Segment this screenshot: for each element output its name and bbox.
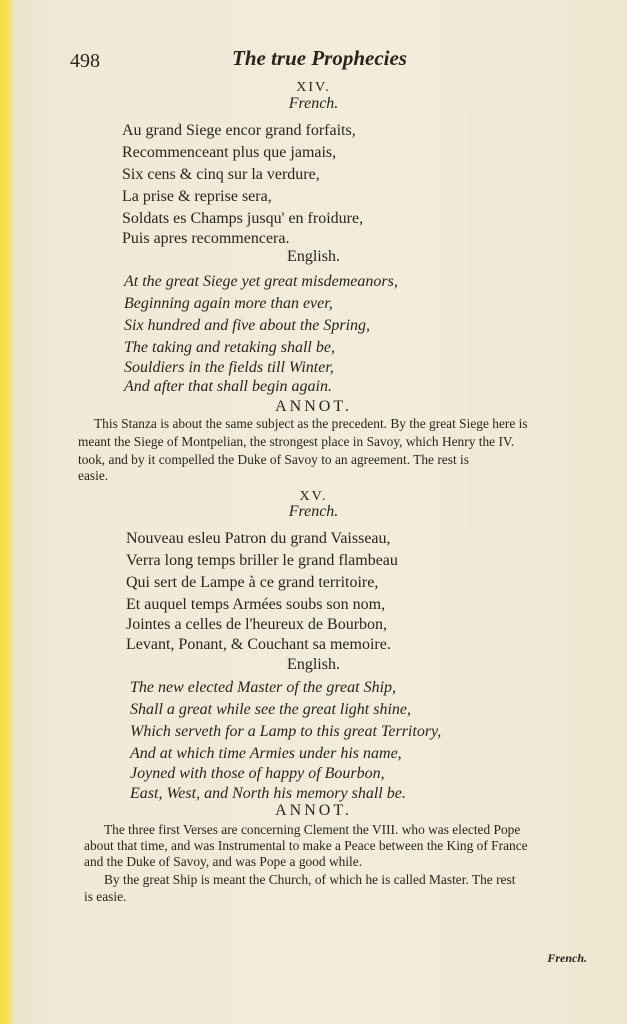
stanza-number: XIV. [296,80,331,95]
verse-line: Soldats es Champs jusqu' en froidure, [122,210,364,227]
page-number: 498 [70,50,100,72]
english-label: English. [287,248,340,265]
annotation-line: This Stanza is about the same subject as the precedent. By the great Siege here is [94,416,528,431]
verse-line: And at which time Armies under his name, [130,745,402,762]
verse-line: Puis apres recommencera. [122,230,290,247]
verse-line: Six cens & cinq sur la verdure, [122,166,320,183]
verse-line: Beginning again more than ever, [124,295,333,312]
verse-line: Nouveau esleu Patron du grand Vaisseau, [126,530,391,547]
verse-line: Which serveth for a Lamp to this great Territory, [130,723,442,740]
annotation-line: is easie. [84,889,127,904]
annotation-line: meant the Siege of Montpelian, the strongest place in Savoy, which Henry the IV. [78,434,515,449]
annotation-heading: ANNOT. [275,398,352,415]
verse-line: East, West, and North his memory shall be. [130,785,406,802]
annotation-heading: ANNOT. [275,802,352,819]
verse-line: Joyned with those of happy of Bourbon, [130,765,385,782]
bleed-through [470,110,611,530]
verse-line: Souldiers in the fields till Winter, [124,359,334,376]
verse-line: Et auquel temps Armées soubs son nom, [126,596,386,613]
verse-line: Au grand Siege encor grand forfaits, [122,122,356,139]
verse-line: Shall a great while see the great light shine, [130,701,411,718]
annotation-line: By the great Ship is meant the Church, of which he is called Master. The rest [104,872,516,887]
french-label: French. [288,95,339,112]
verse-line: The new elected Master of the great Ship, [130,679,397,696]
annotation-line: easie. [78,468,109,483]
french-label: French. [288,503,339,520]
verse-line: The taking and retaking shall be, [124,339,335,356]
running-title: The true Prophecies [232,46,407,70]
verse-line: Six hundred and five about the Spring, [124,317,371,334]
catchword: French. [547,951,587,965]
verse-line: Recommenceant plus que jamais, [122,144,337,161]
annotation-line: and the Duke of Savoy, and was Pope a good while. [84,854,363,869]
verse-line: At the great Siege yet great misdemeanors, [124,273,398,290]
verse-line: La prise & reprise sera, [122,188,272,205]
annotation-line: took, and by it compelled the Duke of Savoy to an agreement. The rest is [78,452,469,467]
verse-line: Qui sert de Lampe à ce grand territoire, [126,574,379,591]
stanza-number: XV. [299,489,328,504]
verse-line: Verra long temps briller le grand flambeau [126,552,398,569]
verse-line: Levant, Ponant, & Couchant sa memoire. [126,636,391,653]
verse-line: Jointes a celles de l'heureux de Bourbon, [126,616,388,633]
english-label: English. [287,656,340,673]
verse-line: And after that shall begin again. [124,378,332,395]
annotation-line: The three first Verses are concerning Clement the VIII. who was elected Pope [104,822,521,837]
annotation-line: about that time, and was Instrumental to make a Peace between the King of France [84,838,528,853]
